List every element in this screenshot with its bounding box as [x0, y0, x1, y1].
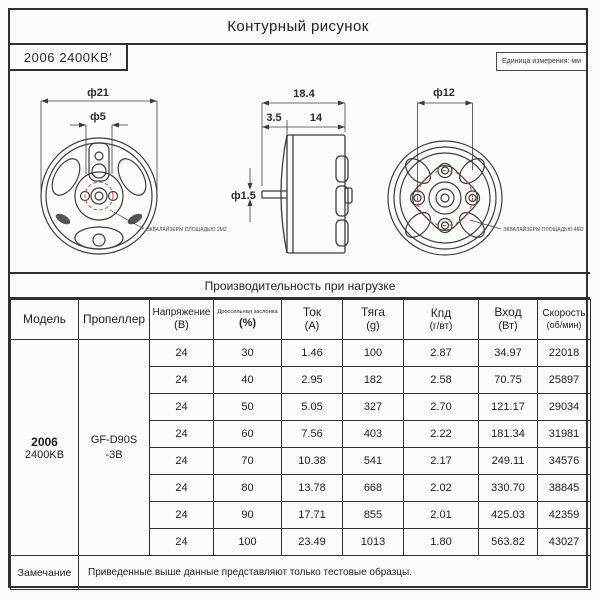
column-header-line1: Ток [302, 305, 322, 320]
column-header-line2: (А) [304, 320, 320, 333]
data-cell: 403 [343, 421, 404, 448]
data-cell: 24 [150, 529, 214, 556]
table-header-row [11, 300, 591, 340]
dim-label-18-4: 18.4 [293, 88, 315, 100]
data-cell: 13.78 [282, 475, 343, 502]
data-cell: 327 [343, 394, 404, 421]
dim-label-14: 14 [309, 112, 323, 124]
data-cell: 24 [150, 475, 214, 502]
contour-drawings [10, 72, 590, 272]
performance-section-title: Производительность при нагрузке [10, 272, 590, 299]
side-view-drawing [230, 72, 380, 272]
front-view-drawing [10, 72, 230, 272]
data-cell: 70.75 [479, 367, 538, 394]
column-header-line2: (В) [174, 319, 189, 332]
data-cell: 50 [214, 394, 282, 421]
dim-label-phi1-5: ф1.5 [231, 190, 256, 202]
data-cell: 668 [343, 475, 404, 502]
column-header-line1: Кпд [430, 306, 452, 320]
data-cell: 23.49 [282, 529, 343, 556]
propeller-line2: -3B [105, 448, 123, 461]
performance-table [10, 299, 591, 590]
column-header-line2: (Вт) [498, 320, 518, 333]
spec-sheet-page [8, 8, 588, 588]
data-cell: 42359 [538, 502, 591, 529]
data-cell: 2.70 [404, 394, 479, 421]
column-header-line1: Пропеллер [82, 312, 146, 326]
column-header [538, 300, 591, 340]
column-header-line1: Вход [494, 305, 522, 320]
data-cell: 1.80 [404, 529, 479, 556]
data-cell: 182 [343, 367, 404, 394]
column-header [150, 300, 214, 340]
column-header [214, 300, 282, 340]
data-cell: 25897 [538, 367, 591, 394]
column-header-line1: Дроссельная заслонка [217, 309, 278, 316]
data-cell: 24 [150, 394, 214, 421]
data-cell: 563.82 [479, 529, 538, 556]
dim-label-phi5: ф5 [90, 111, 106, 123]
column-header-line2: (г/вт) [429, 321, 453, 332]
data-cell: 38845 [538, 475, 591, 502]
data-cell: 70 [214, 448, 282, 475]
data-cell: 34.97 [479, 340, 538, 367]
data-cell: 181.34 [479, 421, 538, 448]
column-header [404, 300, 479, 340]
data-cell: 24 [150, 502, 214, 529]
column-header-line1: Модель [22, 312, 67, 326]
data-cell: 249.11 [479, 448, 538, 475]
data-cell: 43027 [538, 529, 591, 556]
model-cell [11, 340, 79, 556]
note-label: Замечание [11, 556, 79, 590]
column-header [282, 300, 343, 340]
propeller-line1: GF-D90S [90, 434, 138, 447]
data-cell: 22018 [538, 340, 591, 367]
propeller-cell [79, 340, 150, 556]
back-view-drawing [380, 72, 590, 272]
column-header [79, 300, 150, 340]
column-header-line2: (%) [238, 316, 257, 329]
data-cell: 1.46 [282, 340, 343, 367]
column-header-line1: Скорость [542, 307, 586, 319]
data-cell: 2.01 [404, 502, 479, 529]
back-bolt-circle-dashed [418, 171, 473, 226]
data-cell: 2.58 [404, 367, 479, 394]
data-cell: 100 [214, 529, 282, 556]
data-cell: 1013 [343, 529, 404, 556]
note-row [11, 556, 591, 590]
data-cell: 29034 [538, 394, 591, 421]
model-line2: 2400KB [24, 448, 65, 461]
column-header [479, 300, 538, 340]
data-cell: 2.22 [404, 421, 479, 448]
column-header [343, 300, 404, 340]
dim-label-phi21: ф21 [87, 87, 109, 99]
model-header: 2006 2400KB′ [10, 45, 128, 71]
performance-section [10, 272, 590, 590]
data-cell: 100 [343, 340, 404, 367]
model-line1: 2006 [31, 434, 58, 449]
data-cell: 541 [343, 448, 404, 475]
dim-label-3-5: 3.5 [266, 112, 282, 124]
front-annotation: ЭКВАЛАЙЗЕРЫ ПЛОЩАДЬЮ 2М2 [146, 227, 227, 233]
column-header-line1: Напряжение [152, 306, 211, 318]
data-cell: 121.17 [479, 394, 538, 421]
note-text: Приведенные выше данные представляют только тестовые образцы. [79, 556, 591, 590]
data-cell: 5.05 [282, 394, 343, 421]
data-cell: 2.17 [404, 448, 479, 475]
data-cell: 24 [150, 448, 214, 475]
data-cell: 24 [150, 340, 214, 367]
data-cell: 60 [214, 421, 282, 448]
data-cell: 330.70 [479, 475, 538, 502]
data-cell: 855 [343, 502, 404, 529]
units-label: Единица измерения: мм [496, 52, 586, 71]
data-cell: 10.38 [282, 448, 343, 475]
column-header-line2: (g) [366, 320, 380, 333]
data-cell: 30 [214, 340, 282, 367]
data-cell: 2.02 [404, 475, 479, 502]
data-cell: 90 [214, 502, 282, 529]
data-cell: 80 [214, 475, 282, 502]
table-row [11, 340, 591, 367]
data-cell: 34576 [538, 448, 591, 475]
column-header-line2: (об/мин) [546, 320, 582, 331]
data-cell: 2.87 [404, 340, 479, 367]
data-cell: 24 [150, 367, 214, 394]
data-cell: 24 [150, 421, 214, 448]
page-title: Контурный рисунок [10, 10, 586, 45]
column-header-line1: Тяга [361, 305, 385, 320]
data-cell: 2.95 [282, 367, 343, 394]
dim-label-phi12: ф12 [433, 87, 455, 99]
back-annotation: ЭКВАЛАЙЗЕРЫ ПЛОЩАДЬЮ 4М2 [503, 227, 584, 233]
column-header [11, 300, 79, 340]
data-cell: 31981 [538, 421, 591, 448]
data-cell: 17.71 [282, 502, 343, 529]
data-cell: 7.56 [282, 421, 343, 448]
data-cell: 425.03 [479, 502, 538, 529]
data-cell: 40 [214, 367, 282, 394]
